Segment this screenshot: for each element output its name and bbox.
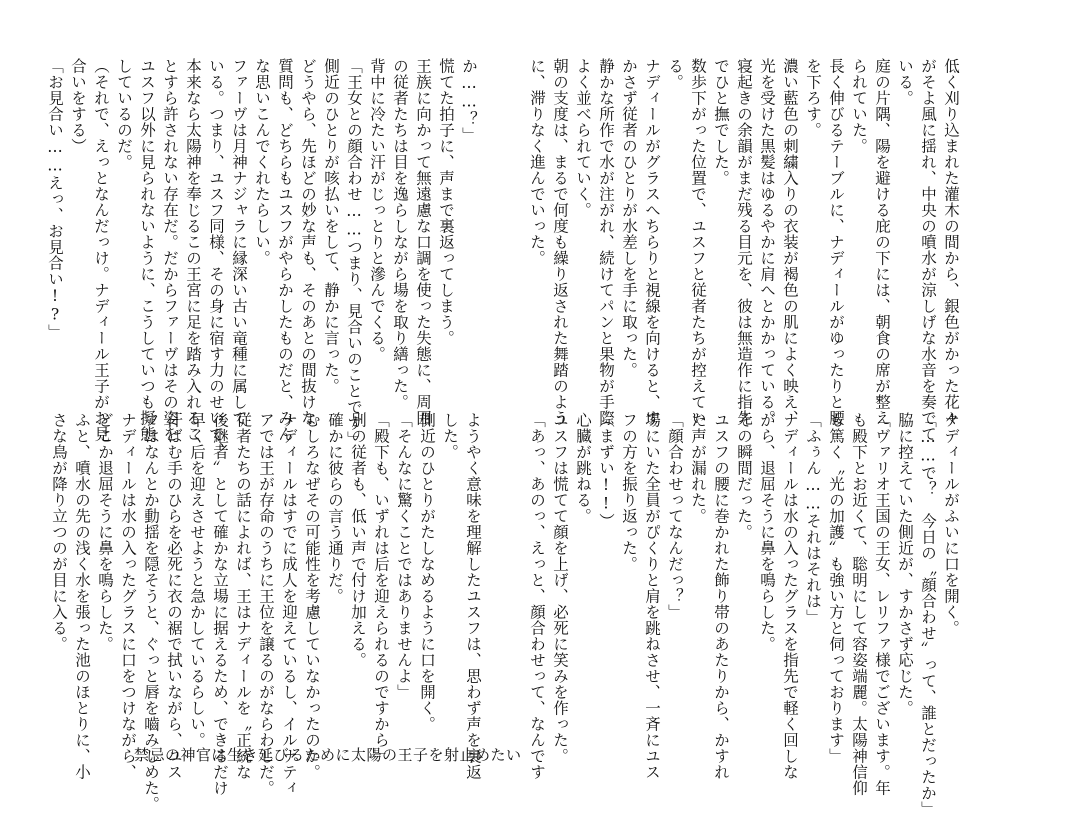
text-line: 長く伸びるテーブルに、ナディールがゆったりと腰 (827, 58, 845, 426)
text-line: 後継者〟として確かな立場に据えるため、できるだけ (211, 412, 229, 796)
text-line: 汗ばむ手のひらを必死に衣の裾で拭いながら、ユス (165, 412, 183, 780)
text-line: 合いをする） (69, 58, 87, 154)
text-line: 別の従者も、低い声で付け加える。 (349, 412, 367, 668)
text-line: 「王女との顔合わせ……つまり、見合いのことです」 (345, 58, 363, 447)
text-line: 朝の支度は、まるで何度も繰り返された舞踏のよう (551, 58, 569, 426)
left-page-top-text (46, 58, 480, 458)
text-line: いる。 (896, 58, 914, 106)
text-line: いる。つまり、ユスフ同様、その身に宿す力のせいで、 (207, 58, 225, 458)
text-line: 側近のひとりが咳払いをして、静かに言った。 (322, 58, 340, 394)
footer-book-title: 禁忌の神官は生き延びるために太陽の王子を射止めたい (134, 746, 522, 764)
text-line: の従者たちは目を逸らしながら場を取り繕った。 (391, 58, 409, 410)
text-line: ふと、噴水の先の浅く水を張った池のほとりに、小 (73, 412, 91, 780)
text-line: （それで、えっとなんだっけ。ナディール王子がお見 (92, 58, 110, 442)
text-line: とすら許されない存在だ。だからファーヴはその姿を (161, 58, 179, 442)
text-line: も殿下とお近くて、聡明にして容姿端麗。太陽神信仰 (850, 412, 868, 796)
text-line: 「……で？ 今日の〝顔合わせ〟って、誰とだったか」 (919, 412, 937, 817)
text-line: を下ろす。 (804, 58, 822, 138)
text-line: た声が漏れた。 (689, 412, 707, 524)
text-line: した。 (441, 412, 459, 460)
text-line: むしろなぜその可能性を考慮していなかったのか。 (303, 412, 321, 780)
text-line: な思いこんでくれたらしい。 (253, 58, 271, 266)
text-line: 数歩下がった位置で、ユスフと従者たちが控えてい (689, 58, 707, 426)
text-line: に、滞りなく進んでいった。 (528, 58, 546, 266)
text-line: フの方を振り返った。 (620, 412, 638, 572)
text-line: その瞬間だった。 (735, 412, 753, 540)
text-line: 「殿下も、いずれは后を迎えられるのですから」 (372, 412, 390, 764)
text-line: しているのだ。 (115, 58, 133, 170)
text-line: 心臓が跳ねる。 (574, 412, 592, 524)
text-line: さな鳥が降り立つのが目に入る。 (50, 412, 68, 652)
text-line: ナディールはすでに成人を迎えているし、イルナティ (280, 412, 298, 796)
text-line: 側近のひとりがたしなめるように口を開く。 (418, 412, 436, 732)
text-line: 慌てた拍子に、声まで裏返ってしまう。 (437, 58, 455, 346)
text-line: 「そんなに驚くことではありませんよ」 (395, 412, 413, 700)
text-line: ファーヴは月神ナジャラに縁深い古い竜種に属して (230, 58, 248, 426)
text-line: ユスフの腰に巻かれた飾り帯のあたりから、かすれ (712, 412, 730, 780)
text-line: がら、退屈そうに鼻を鳴らした。 (758, 412, 776, 652)
right-page-top-text (528, 58, 962, 442)
text-line: 脇に控えていた側近が、すかさず応じた。 (896, 412, 914, 716)
text-line: 確かに彼らの言う通りだ。 (326, 412, 344, 604)
text-line: る。 (666, 58, 684, 90)
text-line: 光を受けた黒髪はゆるやかに肩へとかかっている。 (758, 58, 776, 426)
text-line: フはなんとか動揺を隠そうと、ぐっと唇を嚙みしめた。 (142, 412, 160, 812)
text-line: 早く后を迎えさせようと急かしているらしい。 (188, 412, 206, 748)
text-line: 「ヴァリオ王国の王女、レリファ様でございます。年 (873, 412, 891, 796)
text-line: 庭の片隅、陽を避ける庇の下には、朝食の席が整え (873, 58, 891, 426)
text-line: ユスフ以外に見られないように、こうしていつも擬態 (138, 58, 156, 442)
text-line: 従者たちの話によれば、王はナディールを〝正統な (234, 412, 252, 780)
text-line: ナディールは水の入ったグラスを指先で軽く回しな (781, 412, 799, 780)
text-line: ユスフは慌てて顔を上げ、必死に笑みを作った。 (551, 412, 569, 764)
text-line: どうやら、先ほどの妙な声も、そのあとの間抜けな (299, 58, 317, 426)
text-line: ナディールがグラスへちらりと視線を向けると、す (643, 58, 661, 426)
text-line: どこか退屈そうに鼻を鳴らした。 (96, 412, 114, 652)
text-line: 「ふぅん……それはそれは」 (804, 412, 822, 625)
text-line: られていた。 (850, 58, 868, 154)
text-line: 場にいた全員がぴくりと肩を跳ねさせ、一斉にユス (643, 412, 661, 780)
text-line: 質問も、どちらもユスフがやらかしたものだと、みん (276, 58, 294, 442)
text-line: 「お見合い……えっ、お見合い!?」 (46, 58, 64, 340)
text-line: でひと撫でした。 (712, 58, 730, 186)
text-line: 「あっ、あのっ、えっと、顔合わせって、なんです (528, 412, 546, 780)
text-line: ナディールがふいに口を開く。 (942, 412, 960, 636)
text-line: 低く刈り込まれた灌木の間から、銀色がかった花々 (942, 58, 960, 426)
text-line: （まずい!!） (597, 412, 615, 529)
text-line: か……？」 (460, 58, 478, 143)
text-line: 本来なら太陽神を奉じるこの王宮に足を踏み入れるこ (184, 58, 202, 442)
text-line: 寝起きの余韻がまだ残る目元を、彼は無造作に指先 (735, 58, 753, 426)
right-page-bottom-text (528, 412, 962, 817)
text-line: よく並べられていく。 (574, 58, 592, 218)
text-line: かさず従者のひとりが水差しを手に取った。 (620, 58, 638, 378)
text-line: 王族に向かって無遠慮な口調を使った失態に、周囲 (414, 58, 432, 426)
text-line: 背中に冷たい汗がじっとりと滲んでくる。 (368, 58, 386, 362)
text-line: ようやく意味を理解したユスフは、思わず声を裏返 (464, 412, 482, 780)
text-line: アでは王が存命のうちに王位を譲るのがならわしだ。 (257, 412, 275, 796)
text-line: がそよ風に揺れ、中央の噴水が涼しげな水音を奏でて (919, 58, 937, 442)
text-line: 濃い藍色の刺繍入りの衣装が褐色の肌によく映え、 (781, 58, 799, 426)
text-line: ナディールは水の入ったグラスに口をつけながら、 (119, 412, 137, 780)
text-line: 静かな所作で水が注がれ、続けてパンと果物が手際 (597, 58, 615, 426)
text-line: 「顔合わせってなんだっ？」 (666, 412, 684, 620)
text-line: も篤く〝光の加護〟も強い方と伺っております」 (827, 412, 845, 764)
